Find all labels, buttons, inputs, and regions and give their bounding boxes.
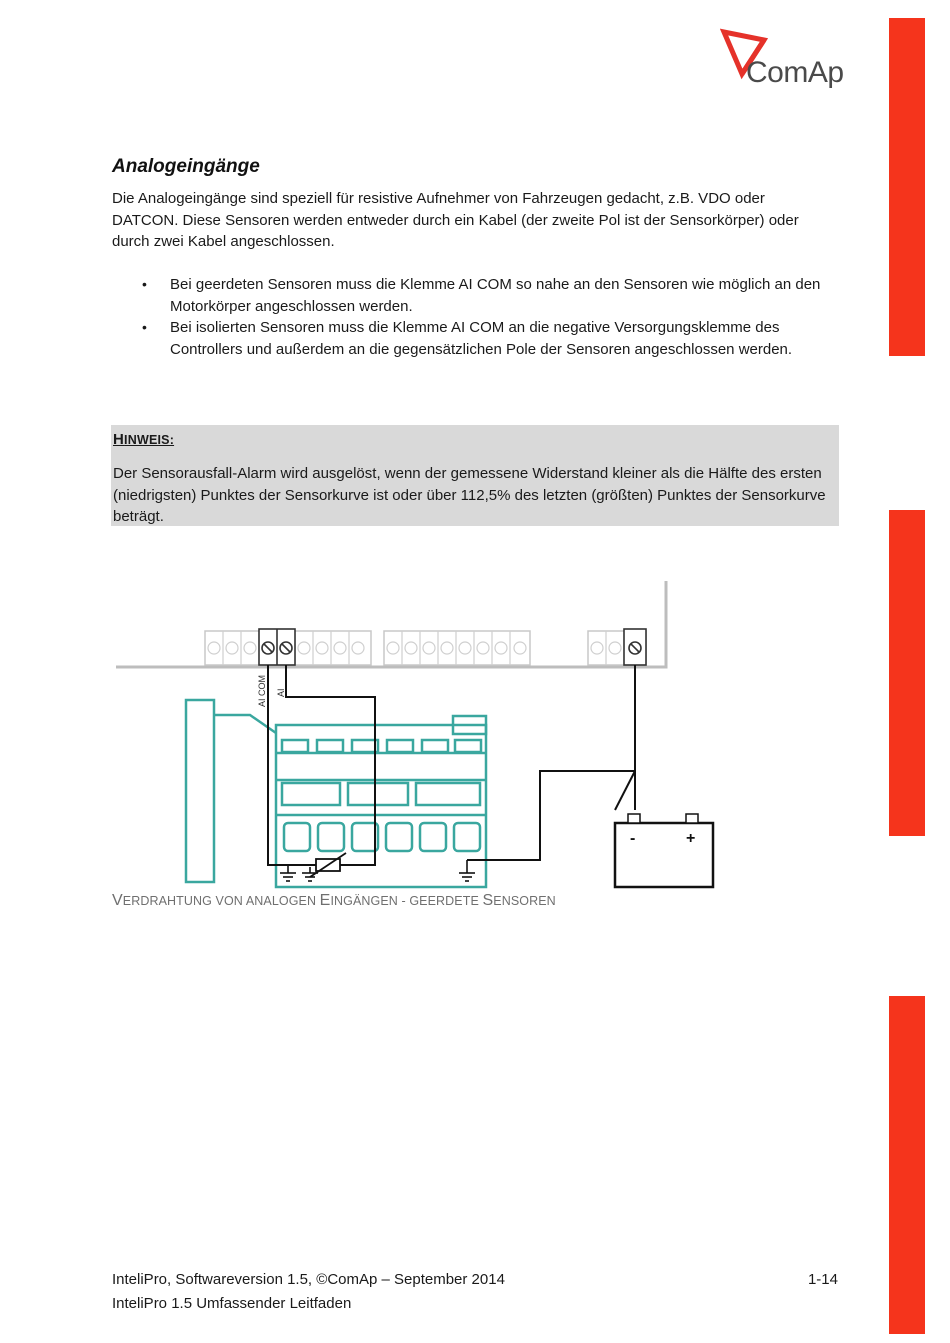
bullet-list [112, 274, 842, 360]
ai-com-label: AI COM [257, 674, 267, 707]
note-text: Der Sensorausfall-Alarm wird ausgelöst, wenn der gemessene Widerstand kleiner als die Hälfte des ersten (niedrigsten) Punktes der Sensorkurve ist oder über 112,5% des letzten (größten) Punktes der Sensorkurve beträgt. [113, 465, 826, 525]
note-title: HINWEIS: [113, 431, 175, 448]
section-heading: Analogeingänge [112, 156, 260, 177]
bullet-item: • Bei geerdeten Sensoren muss die Klemme AI COM so nahe an den Sensoren wie möglich an den Motorkörper angeschlossen werden. [112, 274, 842, 317]
ai-terminals [259, 629, 295, 665]
ground-icon [280, 860, 475, 881]
side-accent-bar-top [889, 18, 925, 356]
note-box [111, 425, 839, 526]
battery-minus-label: - [630, 830, 636, 847]
wiring-diagram [110, 575, 730, 895]
battery-plus-label: + [686, 830, 696, 847]
ai-label: AI [276, 688, 286, 697]
side-accent-bar-middle [889, 510, 925, 836]
bullet-item: • Bei isolierten Sensoren muss die Klemme AI COM an die negative Versorgungsklemme des Controllers und außerdem an die gegensätzlichen Pole der Sensoren angeschlossen werden. [112, 317, 842, 360]
page-number: 1-14 [807, 1271, 838, 1288]
side-accent-bar-bottom [889, 996, 925, 1334]
intro-paragraph: Die Analogeingänge sind speziell für resistive Aufnehmer von Fahrzeugen gedacht, z.B. VDO oder DATCON. Diese Sensoren werden entweder durch ein Kabel (der zweite Pol ist der Sensorkörper) oder durch zwei Kabel angeschlossen. [112, 190, 799, 250]
page-footer [112, 1268, 838, 1316]
wires [268, 665, 635, 865]
footer-document-title: InteliPro 1.5 Umfassender Leitfaden [112, 1295, 352, 1312]
figure-caption: VERDRAHTUNG VON ANALOGEN EINGÄNGEN - GEERDETE SENSOREN [112, 892, 556, 909]
logo-text: ComAp [746, 56, 844, 89]
battery-icon [615, 814, 713, 887]
footer-document-info: InteliPro, Softwareversion 1.5, ©ComAp – September 2014 [112, 1271, 505, 1288]
